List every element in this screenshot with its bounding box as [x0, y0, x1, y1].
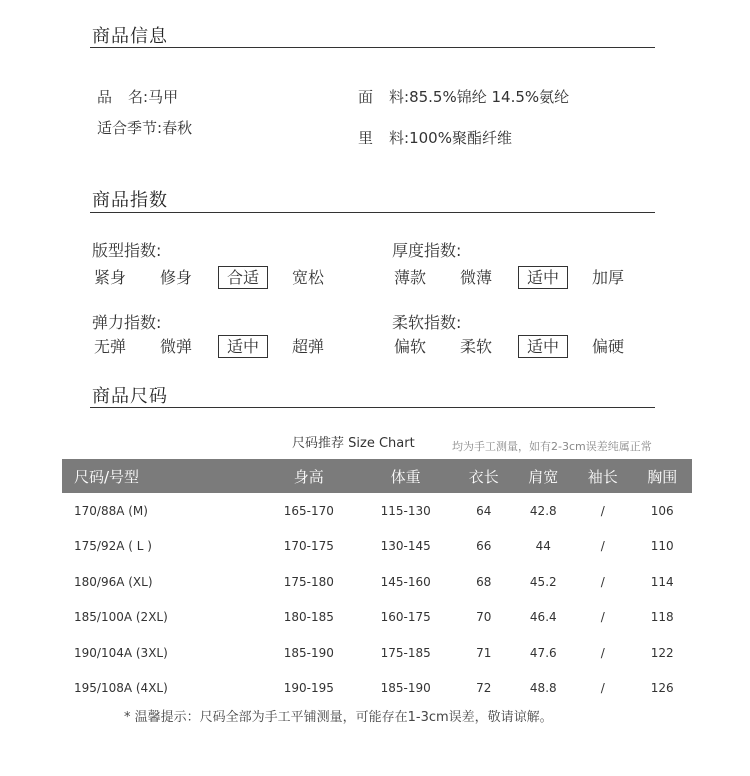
info-name-value: 马甲 [148, 88, 179, 106]
table-cell: 71 [476, 645, 492, 660]
table-cell: 72 [476, 681, 492, 696]
table-cell: 185/100A (2XL) [74, 610, 168, 625]
divider [90, 212, 655, 213]
table-cell: 118 [650, 610, 674, 625]
softness-index-label: 柔软指数: [392, 313, 462, 332]
fit-index-label: 版型指数: [92, 241, 162, 260]
divider [90, 47, 655, 48]
elasticity-option: 微弹 [160, 337, 193, 356]
table-row [62, 671, 692, 707]
size-table-header-cell: 胸围 [632, 459, 692, 493]
section-title-size: 商品尺码 [92, 386, 168, 407]
table-cell: 42.8 [529, 503, 557, 518]
size-chart-title: 尺码推荐 Size Chart [292, 436, 415, 451]
table-cell: / [600, 539, 605, 554]
fit-index-options [92, 266, 356, 290]
table-cell: 160-175 [380, 610, 431, 625]
thickness-index-options [392, 266, 656, 290]
table-cell: 70 [476, 610, 492, 625]
fit-option: 紧身 [94, 268, 127, 287]
table-row [62, 600, 692, 636]
table-cell: 110 [650, 539, 674, 554]
table-row [62, 493, 692, 529]
thickness-option: 薄款 [394, 268, 427, 287]
table-cell: 68 [476, 574, 492, 589]
table-cell: 47.6 [529, 645, 557, 660]
elasticity-option: 超弹 [292, 337, 325, 356]
elasticity-index-options [92, 335, 356, 359]
table-cell: 175-185 [380, 645, 431, 660]
fit-option-selected: 合适 [224, 266, 290, 290]
elasticity-option-selected: 适中 [224, 335, 290, 359]
section-title-product-info: 商品信息 [92, 26, 168, 47]
softness-option-selected: 适中 [524, 335, 590, 359]
table-cell: 190/104A (3XL) [74, 645, 168, 660]
table-cell: / [600, 503, 605, 518]
size-footnote: * 温馨提示：尺码全部为手工平铺测量，可能存在1-3cm误差，敬请谅解。 [124, 710, 553, 725]
fit-option: 修身 [160, 268, 193, 287]
softness-index-options [392, 335, 656, 359]
divider [90, 407, 655, 408]
info-name: 品 名 :马甲 [97, 88, 179, 106]
size-table-header [62, 459, 692, 493]
size-table [62, 459, 692, 706]
table-cell: 122 [650, 645, 674, 660]
fit-option: 宽松 [292, 268, 325, 287]
table-cell: 170-175 [283, 539, 334, 554]
thickness-option: 微薄 [460, 268, 493, 287]
table-cell: 165-170 [283, 503, 334, 518]
size-table-header-cell: 衣长 [454, 459, 513, 493]
size-table-header-cell: 尺码/号型 [62, 459, 260, 493]
table-cell: 45.2 [529, 574, 557, 589]
size-table-header-cell: 袖长 [573, 459, 632, 493]
table-cell: 180/96A (XL) [74, 574, 153, 589]
thickness-option-selected: 适中 [524, 266, 590, 290]
table-cell: 185-190 [283, 645, 334, 660]
table-cell: 175-180 [283, 574, 334, 589]
table-cell: 130-145 [380, 539, 431, 554]
softness-option: 偏硬 [592, 337, 625, 356]
table-cell: / [600, 610, 605, 625]
table-row [62, 529, 692, 565]
table-cell: 175/92A ( L ) [74, 539, 152, 554]
elasticity-index-label: 弹力指数: [92, 313, 162, 332]
softness-option: 偏软 [394, 337, 427, 356]
size-chart-note: 均为手工测量，如有2-3cm误差纯属正常 [452, 440, 652, 453]
info-lining: 里 料 :100%聚酯纤维 [358, 129, 512, 147]
info-season: 适合季节:春秋 [97, 119, 193, 137]
table-cell: / [600, 574, 605, 589]
table-cell: 185-190 [380, 681, 431, 696]
table-row [62, 564, 692, 600]
thickness-index-label: 厚度指数: [392, 241, 462, 260]
table-cell: 190-195 [283, 681, 334, 696]
table-cell: 44 [535, 539, 551, 554]
table-cell: 46.4 [529, 610, 557, 625]
table-cell: 195/108A (4XL) [74, 681, 168, 696]
table-row [62, 635, 692, 671]
table-cell: 126 [650, 681, 674, 696]
table-cell: 115-130 [380, 503, 431, 518]
thickness-option: 加厚 [592, 268, 625, 287]
softness-option: 柔软 [460, 337, 493, 356]
table-cell: 180-185 [283, 610, 334, 625]
table-cell: 145-160 [380, 574, 431, 589]
table-cell: 106 [650, 503, 674, 518]
table-cell: 170/88A (M) [74, 503, 148, 518]
size-table-header-cell: 身高 [260, 459, 357, 493]
elasticity-option: 无弹 [94, 337, 127, 356]
info-fabric: 面 料 :85.5%锦纶 14.5%氨纶 [358, 88, 570, 106]
table-cell: 64 [476, 503, 492, 518]
info-fabric-value: 85.5%锦纶 14.5%氨纶 [409, 88, 570, 106]
info-lining-value: 100%聚酯纤维 [409, 129, 512, 147]
info-season-value: 春秋 [162, 119, 193, 137]
table-cell: / [600, 645, 605, 660]
section-title-product-index: 商品指数 [92, 190, 168, 211]
table-cell: 48.8 [529, 681, 557, 696]
size-table-body [62, 493, 692, 706]
table-cell: 66 [476, 539, 492, 554]
size-table-header-cell: 肩宽 [514, 459, 573, 493]
table-cell: 114 [650, 574, 674, 589]
size-table-header-cell: 体重 [357, 459, 454, 493]
table-cell: / [600, 681, 605, 696]
